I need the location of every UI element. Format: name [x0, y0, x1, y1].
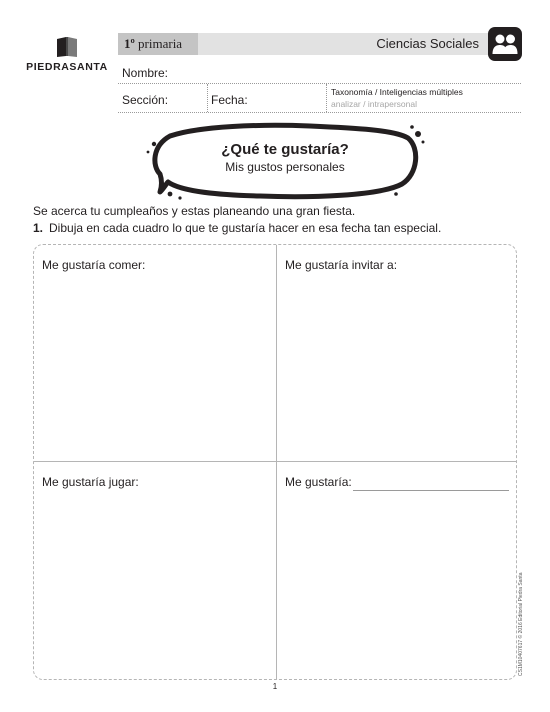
grid-horizontal-divider [34, 461, 516, 462]
grade-label [118, 33, 198, 55]
subject-title: Ciencias Sociales [376, 36, 479, 51]
intro-text: Se acerca tu cumpleaños y estas planeando una gran fiesta. [33, 204, 356, 218]
task-text: Dibuja en cada cuadro lo que te gustaría hacer en esa fecha tan especial. [49, 221, 442, 235]
grid-vertical-divider [276, 245, 277, 679]
page-number: 1 [272, 682, 278, 691]
date-divider [326, 84, 327, 112]
drawing-grid [33, 244, 517, 680]
title-badge [140, 122, 415, 200]
box-label-play: Me gustaría jugar: [42, 475, 139, 489]
copyright-note: CS1M10407617 © 2016 Editorial Piedra Santa [518, 572, 524, 676]
section-line [118, 112, 521, 113]
date-label: Fecha: [211, 93, 248, 107]
activity-title: ¿Qué te gustaría? [221, 141, 349, 158]
grade-number: 1º [124, 36, 135, 51]
publisher-logo [18, 36, 116, 73]
name-label: Nombre: [122, 66, 169, 80]
book-logo-icon [55, 36, 79, 58]
people-icon [488, 27, 522, 61]
task-number: 1. [33, 221, 44, 235]
grade-word: primaria [138, 36, 183, 51]
box-label-eat: Me gustaría comer: [42, 258, 146, 272]
wish-answer-line[interactable] [353, 490, 509, 491]
section-label: Sección: [122, 93, 169, 107]
grade-subject-bar [118, 33, 521, 55]
box-label-wish: Me gustaría: [285, 475, 352, 489]
box-label-invite: Me gustaría invitar a: [285, 258, 398, 272]
task-instruction [33, 221, 441, 235]
name-line[interactable] [118, 83, 521, 84]
taxonomy-values: analizar / intrapersonal [331, 99, 417, 109]
taxonomy-title: Taxonomía / Inteligencias múltiples [331, 87, 463, 97]
logo-wordmark: PIEDRASANTA [26, 61, 108, 73]
section-divider [207, 84, 208, 112]
activity-subtitle: Mis gustos personales [225, 160, 345, 174]
